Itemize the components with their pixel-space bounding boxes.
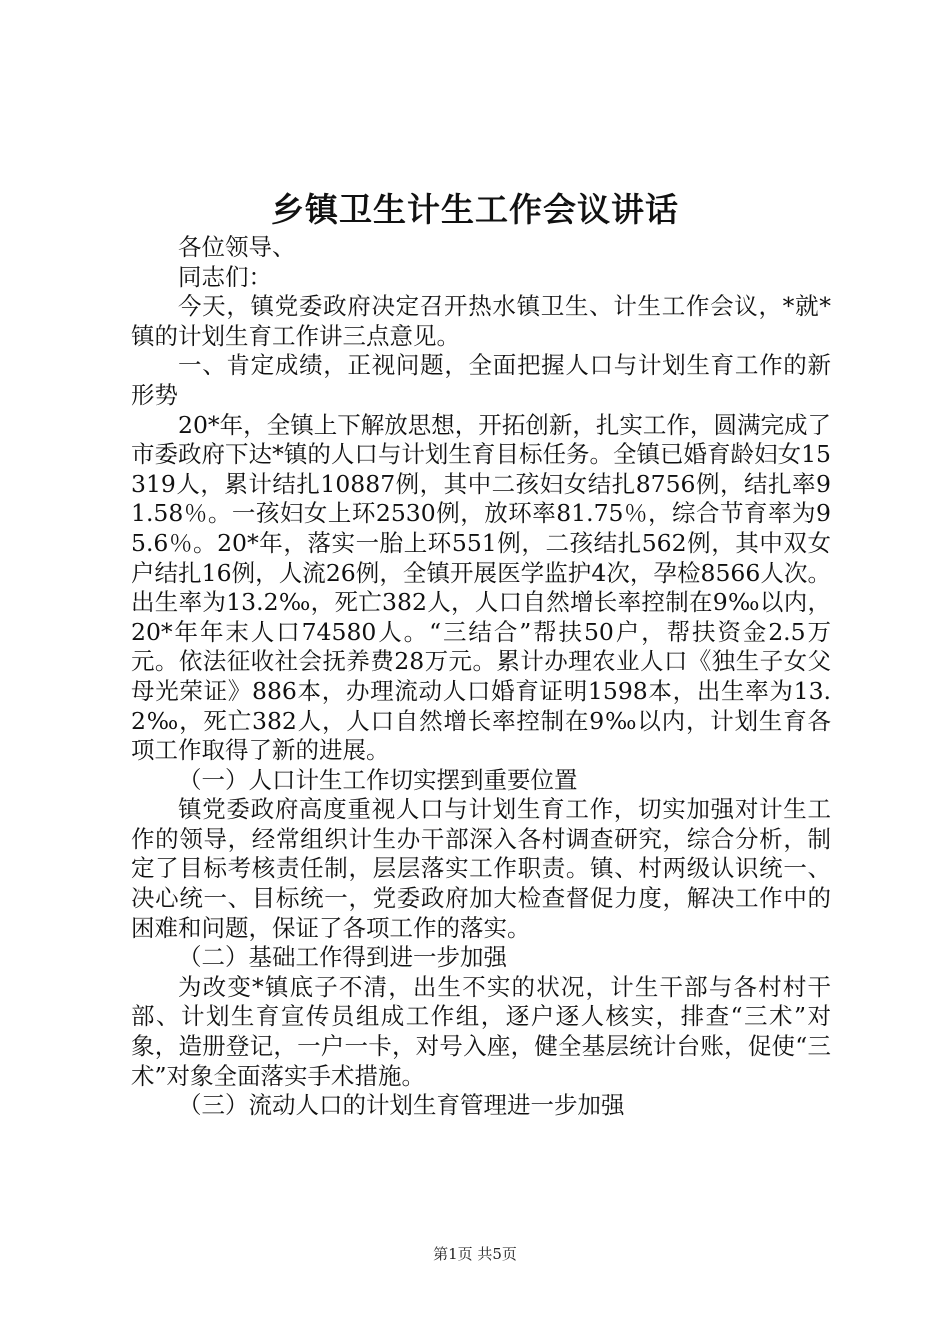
subsection-heading: （三）流动人口的计划生育管理进一步加强 bbox=[178, 1091, 625, 1120]
page-number-footer: 第1页 共5页 bbox=[433, 1245, 517, 1263]
greeting-line: 同志们： bbox=[178, 262, 272, 291]
section-heading: 一、肯定成绩，正视问题，全面把握人口与计划生育工作的新形势 bbox=[131, 351, 831, 409]
paragraph: 为改变*镇底子不清，出生不实的状况，计生干部与各村村干部、计划生育宣传员组成工作组，逐户逐人核实，排查“三术”对象，造册登记，一户一卡，对号入座，健全基层统计台账，促使“三术”对象全面落实手术措施。 bbox=[131, 972, 831, 1090]
document-title: 乡镇卫生计生工作会议讲话 bbox=[271, 190, 679, 229]
subsection-heading: （二）基础工作得到进一步加强 bbox=[178, 943, 507, 972]
greeting-line: 各位领导、 bbox=[178, 233, 296, 261]
paragraph: 镇党委政府高度重视人口与计划生育工作，切实加强对计生工作的领导，经常组织计生办干部深入各村调查研究，综合分析，制定了目标考核责任制，层层落实工作职责。镇、村两级认识统一、决心统一、目标统一，党委政府加大检查督促力度，解决工作中的困难和问题，保证了各项工作的落实。 bbox=[131, 795, 831, 942]
document-body bbox=[131, 233, 831, 1121]
paragraph: 20*年，全镇上下解放思想，开拓创新，扎实工作，圆满完成了市委政府下达*镇的人口与计划生育目标任务。全镇已婚育龄妇女15319人，累计结扎10887例，其中二孩妇女结扎8756例，结扎率91.58％。一孩妇女上环2530例，放环率81.75％，综合节育率为95.6％。20*年，落实一胎上环551例，二孩结扎562例，其中双女户结扎16例，人流26例，全镇开展医学监护4次，孕检8566人次。出生率为13.2‰，死亡382人，人口自然增长率控制在9‰以内，20*年年末人口74580人。“三结合”帮扶50户，帮扶资金2.5万元。依法征收社会抚养费28万元。累计办理农业人口《独生子女父母光荣证》886本，办理流动人口婚育证明1598本，出生率为13.2‰，死亡382人，人口自然增长率控制在9‰以内，计划生育各项工作取得了新的进展。 bbox=[131, 410, 831, 765]
paragraph: 今天，镇党委政府决定召开热水镇卫生、计生工作会议，*就*镇的计划生育工作讲三点意见。 bbox=[131, 292, 831, 350]
subsection-heading: （一）人口计生工作切实摆到重要位置 bbox=[178, 765, 578, 794]
